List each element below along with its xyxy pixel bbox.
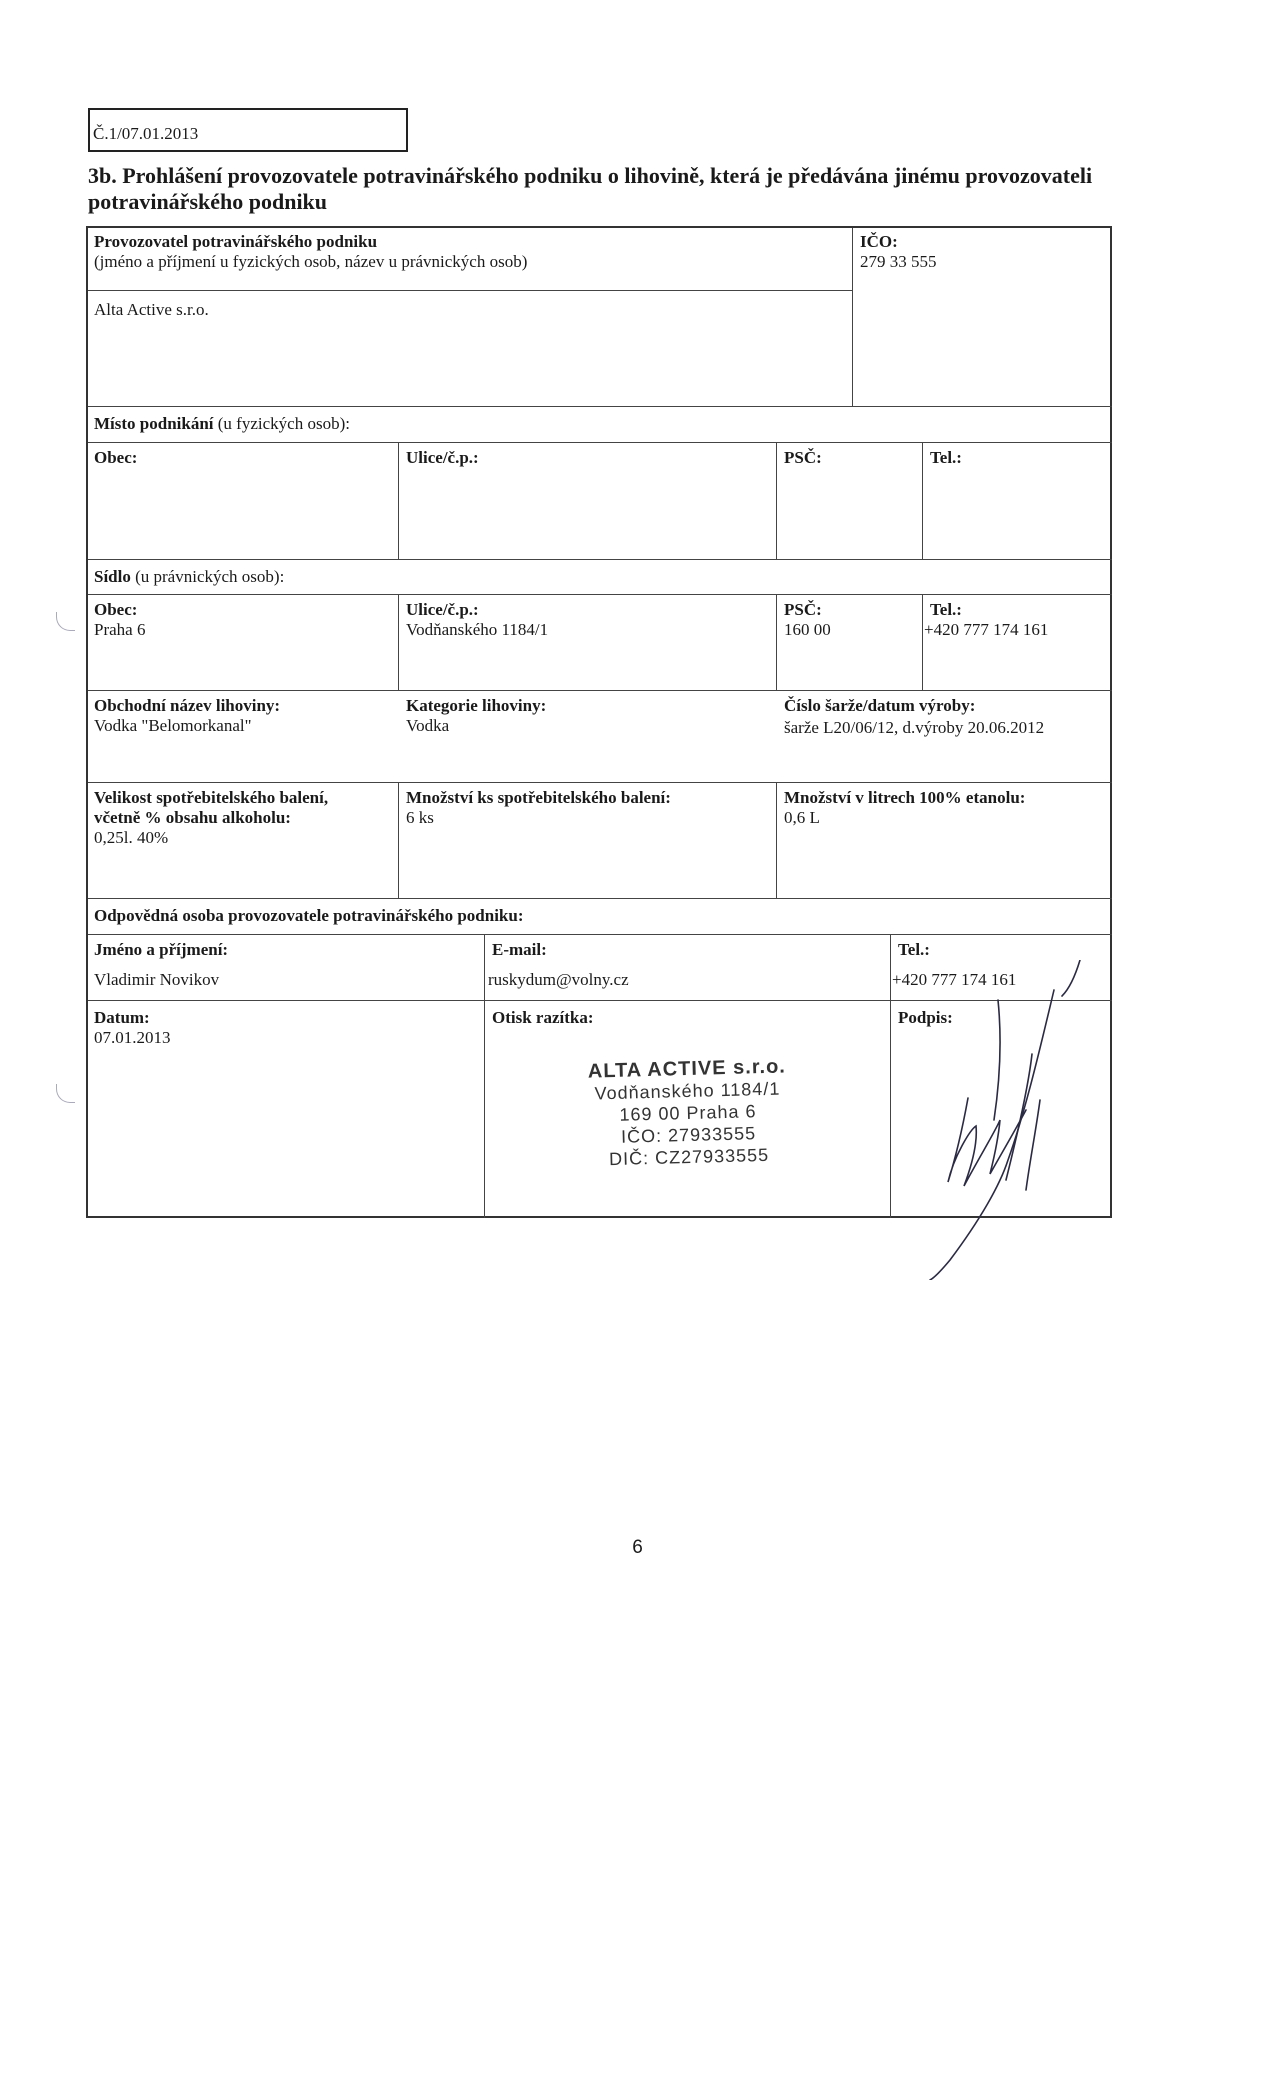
divider-seat-header xyxy=(88,594,1112,595)
hole-punch-mark-top xyxy=(56,612,75,631)
hole-punch-mark-bottom xyxy=(56,1084,75,1103)
seat-obec-value: Praha 6 xyxy=(94,620,146,639)
liters-value: 0,6 L xyxy=(784,808,820,827)
bp-obec-label: Obec: xyxy=(94,448,138,467)
seat-tel-label: Tel.: xyxy=(930,600,962,619)
seat-label: Sídlo (u právnických osob): xyxy=(94,567,285,586)
divider-seat-col3 xyxy=(922,594,923,690)
signature-label: Podpis: xyxy=(898,1008,953,1027)
stamp-line-4: IČO: 27933555 xyxy=(620,1123,757,1147)
page-number: 6 xyxy=(632,1537,643,1558)
divider-package xyxy=(88,782,1112,783)
package-size-value: 0,25l. 40% xyxy=(94,828,169,847)
trade-name-label: Obchodní název lihoviny: xyxy=(94,696,281,715)
stamp-line-2: Vodňanského 1184/1 xyxy=(594,1078,781,1104)
stamp-line-3: 169 00 Praha 6 xyxy=(619,1101,757,1125)
operator-sublabel: (jméno a příjmení u fyzických osob, název u právnických osob) xyxy=(94,252,528,271)
package-count-value: 6 ks xyxy=(406,808,434,827)
operator-label: Provozovatel potravinářského podniku xyxy=(94,232,378,251)
responsible-section-label: Odpovědná osoba provozovatele potravinářského podniku: xyxy=(94,906,524,925)
resp-email-value: ruskydum@volny.cz xyxy=(488,970,629,989)
company-stamp xyxy=(497,1053,880,1173)
category-value: Vodka xyxy=(406,716,450,735)
bp-psc-label: PSČ: xyxy=(784,448,822,467)
divider-responsible xyxy=(88,898,1112,899)
business-place-label: Místo podnikání (u fyzických osob): xyxy=(94,414,350,433)
package-size-label-1: Velikost spotřebitelského balení, xyxy=(94,788,329,807)
divider-resp-col1 xyxy=(484,934,485,1218)
bp-ulice-label: Ulice/č.p.: xyxy=(406,448,479,467)
seat-ulice-label: Ulice/č.p.: xyxy=(406,600,479,619)
batch-value: šarže L20/06/12, d.výroby 20.06.2012 xyxy=(784,718,1045,737)
divider-seat-col1 xyxy=(398,594,399,690)
stamp-label: Otisk razítka: xyxy=(492,1008,594,1027)
date-label: Datum: xyxy=(94,1008,150,1027)
date-value: 07.01.2013 xyxy=(94,1028,171,1047)
divider-package-col2 xyxy=(776,782,777,898)
divider-operator-name xyxy=(88,290,852,291)
heading-line-1: 3b. Prohlášení provozovatele potravinářského podniku o lihovině, která je předávána jinému provozovateli xyxy=(88,163,1093,188)
seat-psc-value: 160 00 xyxy=(784,620,831,639)
ico-value: 279 33 555 xyxy=(860,252,937,271)
seat-ulice-value: Vodňanského 1184/1 xyxy=(406,620,549,639)
divider-ico xyxy=(852,228,853,406)
category-label: Kategorie lihoviny: xyxy=(406,696,547,715)
resp-tel-label: Tel.: xyxy=(898,940,930,959)
heading-line-2: potravinářského podniku xyxy=(88,189,328,214)
resp-tel-value: +420 777 174 161 xyxy=(892,970,1017,989)
reference-box xyxy=(88,108,408,152)
resp-name-value: Vladimir Novikov xyxy=(94,970,220,989)
document-heading xyxy=(88,163,1128,215)
reference-number: Č.1/07.01.2013 xyxy=(93,124,199,143)
stamp-line-1: ALTA ACTIVE s.r.o. xyxy=(587,1055,787,1083)
divider-seat xyxy=(88,559,1112,560)
trade-name-value: Vodka "Belomorkanal" xyxy=(94,716,252,735)
seat-obec-label: Obec: xyxy=(94,600,138,619)
handwritten-signature xyxy=(830,960,1090,1280)
seat-psc-label: PSČ: xyxy=(784,600,822,619)
divider-business-place xyxy=(88,406,1112,407)
ico-label: IČO: xyxy=(860,232,898,251)
bp-tel-label: Tel.: xyxy=(930,448,962,467)
package-count-label: Množství ks spotřebitelského balení: xyxy=(406,788,671,807)
divider-business-place-header xyxy=(88,442,1112,443)
divider-package-col1 xyxy=(398,782,399,898)
batch-label: Číslo šarže/datum výroby: xyxy=(784,696,976,715)
divider-spirit xyxy=(88,690,1112,691)
divider-bp-col2 xyxy=(776,442,777,559)
divider-seat-col2 xyxy=(776,594,777,690)
divider-bp-col1 xyxy=(398,442,399,559)
resp-name-label: Jméno a příjmení: xyxy=(94,940,229,959)
resp-email-label: E-mail: xyxy=(492,940,547,959)
operator-name: Alta Active s.r.o. xyxy=(94,300,209,319)
divider-responsible-header xyxy=(88,934,1112,935)
package-size-label-2: včetně % obsahu alkoholu: xyxy=(94,808,291,827)
seat-tel-value: +420 777 174 161 xyxy=(924,620,1049,639)
stamp-line-5: DIČ: CZ27933555 xyxy=(608,1144,770,1170)
divider-bp-col3 xyxy=(922,442,923,559)
liters-label: Množství v litrech 100% etanolu: xyxy=(784,788,1026,807)
